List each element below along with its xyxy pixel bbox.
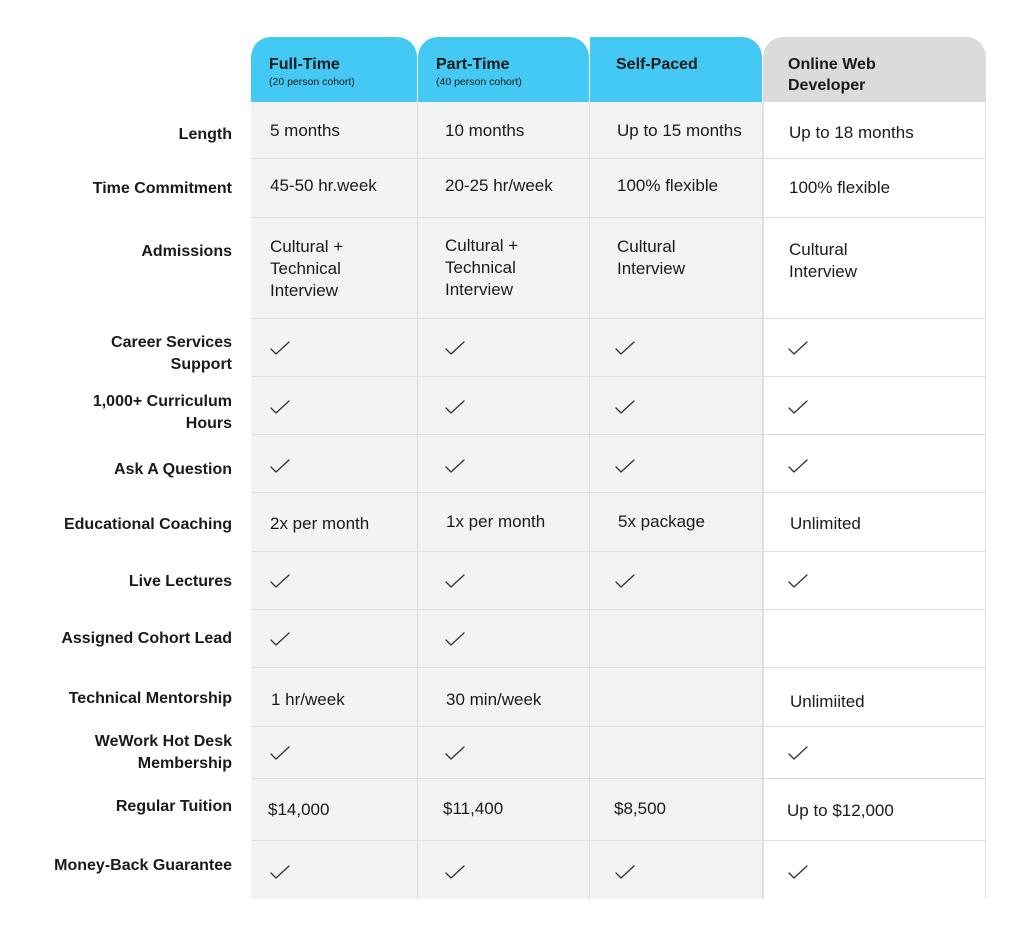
check-icon	[788, 745, 808, 761]
row-label-admissions: Admissions	[141, 243, 232, 260]
column-divider	[762, 102, 763, 899]
row-divider	[251, 376, 986, 377]
header-title: Full-Time	[269, 56, 340, 73]
header-online-web-developer	[763, 37, 986, 102]
cell-length-part-time: 10 months	[445, 121, 525, 140]
cell-admissions-part-time	[445, 235, 518, 301]
cell-line: Cultural +	[445, 236, 519, 255]
row-label-technical-mentorship: Technical Mentorship	[68, 690, 232, 707]
check-icon	[445, 399, 465, 415]
row-divider	[251, 492, 986, 493]
column-online-web-developer	[763, 102, 986, 899]
check-icon	[445, 745, 465, 761]
cell-line: Cultural	[617, 237, 676, 256]
check-icon	[445, 340, 465, 356]
row-label-live-lectures: Live Lectures	[128, 573, 232, 590]
row-label-line1: WeWork Hot Desk	[94, 733, 232, 750]
column-divider	[589, 102, 590, 899]
check-icon	[270, 864, 290, 880]
cell-mentorship-part-time: 30 min/week	[446, 690, 542, 709]
cell-length-full-time: 5 months	[270, 121, 340, 140]
row-divider	[251, 667, 986, 668]
row-label-wework-hot-desk	[12, 731, 232, 775]
cell-line: Interview	[617, 259, 686, 278]
cell-line: Technical	[445, 258, 516, 277]
row-label-line1: Career Services	[111, 334, 232, 351]
check-icon	[615, 458, 635, 474]
check-icon	[445, 458, 465, 474]
row-divider	[251, 778, 986, 779]
cell-mentorship-online: Unlimiited	[790, 692, 865, 711]
cell-coaching-self-paced: 5x package	[618, 512, 705, 531]
cell-line: Cultural	[789, 240, 848, 259]
row-divider	[251, 726, 986, 727]
check-icon	[270, 458, 290, 474]
cell-mentorship-full-time: 1 hr/week	[271, 690, 345, 709]
row-label-regular-tuition: Regular Tuition	[115, 798, 232, 815]
row-label-ask-a-question: Ask A Question	[114, 461, 232, 478]
row-label-line1: 1,000+ Curriculum	[92, 393, 232, 410]
cell-time-full-time: 45-50 hr.week	[270, 176, 377, 195]
check-icon	[788, 340, 808, 356]
header-title-line2: Developer	[788, 77, 866, 94]
check-icon	[270, 631, 290, 647]
cell-tuition-part-time: $11,400	[443, 799, 504, 818]
row-divider	[251, 840, 986, 841]
cell-line: Interview	[789, 262, 858, 281]
check-icon	[788, 864, 808, 880]
check-icon	[788, 573, 808, 589]
check-icon	[615, 399, 635, 415]
row-label-time-commitment: Time Commitment	[92, 180, 232, 197]
row-label-money-back-guarantee: Money-Back Guarantee	[54, 857, 232, 874]
check-icon	[270, 399, 290, 415]
check-icon	[615, 573, 635, 589]
cell-coaching-part-time: 1x per month	[446, 512, 546, 531]
row-label-assigned-cohort-lead: Assigned Cohort Lead	[61, 630, 232, 647]
row-label-educational-coaching: Educational Coaching	[63, 516, 232, 533]
header-title: Part-Time	[436, 56, 510, 73]
row-label-career-services	[12, 332, 232, 376]
cell-coaching-online: Unlimited	[790, 514, 861, 533]
cell-admissions-full-time	[270, 236, 343, 302]
cell-length-self-paced: Up to 15 months	[617, 121, 742, 140]
cell-time-online: 100% flexible	[789, 178, 891, 197]
check-icon	[270, 573, 290, 589]
header-self-paced	[590, 37, 762, 102]
header-subtitle: (40 person cohort)	[436, 76, 522, 88]
cell-admissions-self-paced	[617, 236, 685, 280]
cell-tuition-full-time: $14,000	[268, 800, 330, 819]
check-icon	[445, 864, 465, 880]
check-icon	[615, 340, 635, 356]
row-divider	[251, 318, 986, 319]
header-full-time	[251, 37, 417, 102]
cell-coaching-full-time: 2x per month	[270, 514, 370, 533]
cell-time-self-paced: 100% flexible	[617, 176, 719, 195]
cell-line: Technical	[270, 259, 341, 278]
row-label-line2: Support	[170, 356, 232, 373]
header-title-line1: Online Web	[788, 56, 876, 73]
row-label-length: Length	[178, 126, 232, 143]
cell-admissions-online	[789, 239, 857, 283]
check-icon	[270, 745, 290, 761]
row-label-line2: Membership	[137, 755, 232, 772]
row-divider	[251, 158, 986, 159]
column-full-time	[251, 102, 417, 899]
check-icon	[445, 573, 465, 589]
row-divider	[251, 609, 986, 610]
row-divider	[251, 434, 986, 435]
column-part-time	[418, 102, 589, 899]
cell-line: Interview	[270, 281, 339, 300]
row-label-curriculum-hours	[12, 391, 232, 435]
row-label-line2: Hours	[185, 415, 232, 432]
check-icon	[788, 458, 808, 474]
header-subtitle: (20 person cohort)	[269, 76, 355, 88]
header-title: Self-Paced	[616, 56, 698, 73]
cell-length-online: Up to 18 months	[789, 123, 914, 142]
check-icon	[270, 340, 290, 356]
column-self-paced	[590, 102, 762, 899]
cell-tuition-online: Up to $12,000	[787, 801, 894, 820]
column-divider	[417, 102, 418, 899]
header-part-time	[418, 37, 589, 102]
check-icon	[615, 864, 635, 880]
cell-time-part-time: 20-25 hr/week	[445, 176, 553, 195]
check-icon	[445, 631, 465, 647]
row-divider	[251, 217, 986, 218]
row-divider	[251, 551, 986, 552]
cell-line: Cultural +	[270, 237, 344, 256]
cell-tuition-self-paced: $8,500	[614, 799, 666, 818]
cell-line: Interview	[445, 280, 514, 299]
check-icon	[788, 399, 808, 415]
